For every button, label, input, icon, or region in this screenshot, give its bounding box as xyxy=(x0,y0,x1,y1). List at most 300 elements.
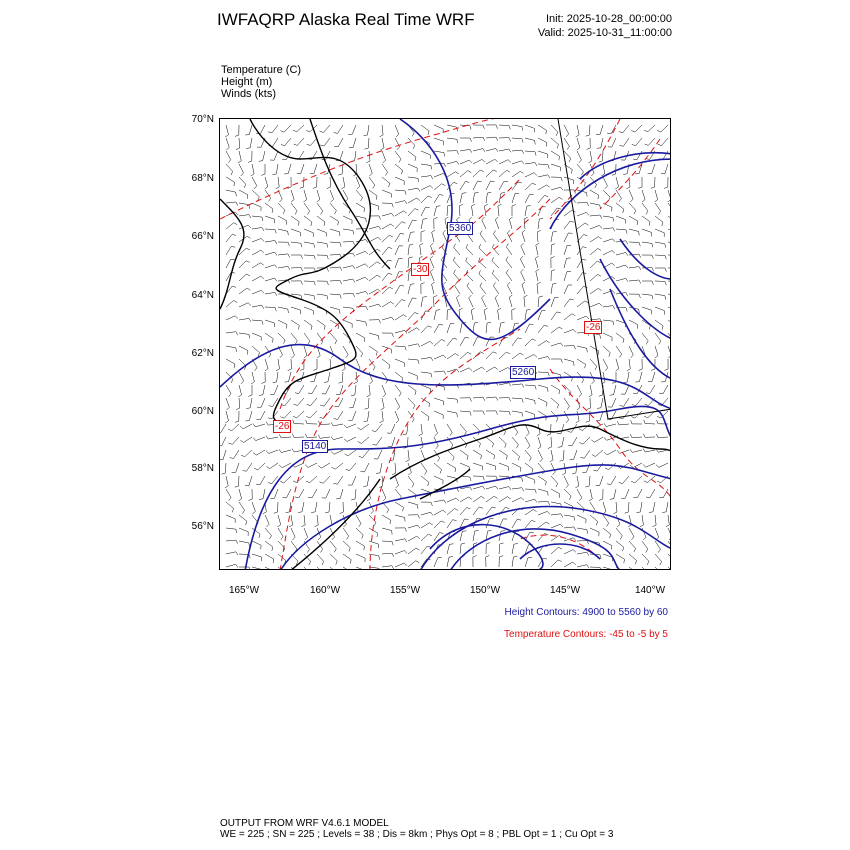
wind-barb-flag xyxy=(437,206,441,207)
wind-barb xyxy=(480,286,486,294)
wind-barb xyxy=(447,411,457,413)
wind-barb-flag xyxy=(246,148,250,149)
wind-barb-flag xyxy=(334,133,338,134)
wind-barb xyxy=(434,558,438,567)
wind-barb xyxy=(382,273,388,281)
wind-barb xyxy=(310,138,317,146)
wind-barb xyxy=(297,398,304,406)
wind-barb-flag xyxy=(449,557,453,558)
wind-barb-flag xyxy=(357,186,360,189)
wind-barb xyxy=(361,437,369,444)
wind-barb xyxy=(635,476,642,483)
wind-barb-flag xyxy=(643,449,645,452)
wind-barb-flag xyxy=(225,135,228,137)
wind-barb xyxy=(226,190,236,192)
wind-barb-flag xyxy=(610,534,611,538)
wind-barb xyxy=(304,255,314,256)
wind-barb-flag xyxy=(630,449,632,452)
wind-barb-flag xyxy=(381,148,384,150)
wind-barb-flag xyxy=(483,125,484,129)
coast-peninsula xyxy=(290,479,380,570)
wind-barb xyxy=(447,354,455,360)
wind-barb xyxy=(473,486,483,489)
wind-barb-flag xyxy=(431,502,432,506)
wind-barb-flag xyxy=(456,172,459,174)
wind-barb xyxy=(601,398,603,408)
wind-barb xyxy=(460,424,466,432)
wind-barb xyxy=(460,531,462,541)
wind-barb xyxy=(616,554,625,559)
wind-barb xyxy=(537,284,538,294)
wind-barb xyxy=(590,215,600,216)
wind-barb xyxy=(447,463,456,468)
wind-barb-flag xyxy=(656,465,659,468)
wind-barb xyxy=(564,138,569,146)
wind-barb-flag xyxy=(436,310,440,311)
wind-barb xyxy=(538,501,548,502)
wind-barb xyxy=(343,177,345,187)
wind-barb-flag xyxy=(474,322,478,323)
wind-barb xyxy=(499,450,507,456)
wind-barb-flag xyxy=(338,174,342,175)
wind-barb-flag xyxy=(548,501,550,505)
wind-barb-flag xyxy=(335,341,337,345)
wind-barb-flag xyxy=(572,314,576,316)
wind-barb-flag xyxy=(324,222,325,226)
wind-barb-flag xyxy=(591,440,594,442)
wind-barb-flag xyxy=(506,270,508,273)
wind-barb-flag xyxy=(558,547,562,549)
wind-barb xyxy=(395,190,405,191)
wind-barb xyxy=(301,372,304,382)
wind-barb-flag xyxy=(349,548,350,552)
wind-barb-flag xyxy=(448,205,452,206)
wind-barb-flag xyxy=(240,440,243,442)
wind-barb-flag xyxy=(625,512,629,513)
wind-barb xyxy=(434,195,439,204)
wind-barb-flag xyxy=(465,444,467,448)
wind-barb xyxy=(343,528,349,536)
wind-barb xyxy=(239,151,241,161)
wind-barb xyxy=(551,524,560,528)
wind-barb xyxy=(551,411,558,418)
wind-barb-flag xyxy=(468,352,472,354)
wind-barb xyxy=(564,398,570,406)
wind-barb xyxy=(629,320,638,325)
wind-barb xyxy=(551,547,558,554)
wind-barb xyxy=(239,203,249,205)
wind-barb xyxy=(512,125,522,127)
wind-barb-flag xyxy=(649,512,653,513)
wind-barb xyxy=(564,258,567,268)
wind-barb xyxy=(466,248,473,255)
wind-barb xyxy=(616,278,626,281)
wind-barb-flag xyxy=(483,137,485,141)
wind-barb xyxy=(525,463,533,469)
wind-barb-flag xyxy=(623,209,624,213)
wind-barb-flag xyxy=(501,531,505,532)
wind-barb xyxy=(302,502,304,512)
wind-barb-flag xyxy=(342,187,345,189)
wind-barb xyxy=(564,502,573,507)
wind-barb xyxy=(369,190,377,196)
wind-barb xyxy=(668,203,671,211)
wind-barb xyxy=(525,163,535,165)
wind-barb xyxy=(356,216,366,218)
wind-barb-flag xyxy=(383,160,386,163)
wind-barb-flag xyxy=(248,161,252,162)
wind-barb-flag xyxy=(547,434,551,435)
wind-barb xyxy=(335,463,343,469)
wind-barb-flag xyxy=(262,305,264,309)
wind-barb xyxy=(640,502,642,512)
wind-barb-flag xyxy=(388,247,392,248)
wind-barb xyxy=(551,560,558,567)
wind-barb xyxy=(249,411,252,421)
wind-barb-flag xyxy=(666,525,670,527)
wind-barb xyxy=(603,239,613,242)
wind-barb xyxy=(603,567,613,570)
wind-barb-flag xyxy=(320,482,324,484)
wind-barb-flag xyxy=(284,340,286,344)
wind-barb xyxy=(395,151,401,159)
wind-barb xyxy=(285,398,291,406)
wind-barb-flag xyxy=(444,153,445,157)
wind-barb-flag xyxy=(617,524,620,527)
wind-barb xyxy=(661,125,668,132)
wind-barb-flag xyxy=(389,183,390,187)
wind-barb-flag xyxy=(457,151,459,155)
wind-barb-flag xyxy=(647,561,649,565)
wind-barb xyxy=(421,297,423,307)
wind-barb xyxy=(525,206,527,216)
wind-barb xyxy=(382,224,391,229)
wind-barb-flag xyxy=(308,497,312,498)
wind-barb-flag xyxy=(521,498,524,501)
wind-barb-flag xyxy=(288,242,289,246)
wind-barb-flag xyxy=(639,267,641,271)
wind-barb xyxy=(473,507,479,515)
wind-barb-flag xyxy=(262,228,264,231)
wind-barb-flag xyxy=(617,421,619,425)
wind-barb-flag xyxy=(536,243,539,245)
wind-barb xyxy=(249,125,252,135)
wind-barb-flag xyxy=(516,445,518,449)
wind-barb-flag xyxy=(318,537,321,540)
wind-barb xyxy=(408,561,416,567)
wind-barb-flag xyxy=(559,327,562,329)
wind-barb-flag xyxy=(430,523,433,525)
wind-barb xyxy=(577,502,584,509)
wind-barb-flag xyxy=(569,158,571,162)
wind-barb-flag xyxy=(574,517,575,521)
wind-barb-flag xyxy=(295,211,297,215)
wind-barb-flag xyxy=(293,481,297,483)
wind-barb xyxy=(655,346,658,356)
wind-barb-flag xyxy=(392,553,394,557)
wind-barb xyxy=(524,297,525,307)
wind-barb-flag xyxy=(403,315,406,317)
wind-barb xyxy=(278,229,288,231)
wind-barb-flag xyxy=(413,405,415,409)
wind-barb xyxy=(278,216,287,221)
wind-barb xyxy=(551,450,553,460)
wind-barb xyxy=(226,247,231,256)
wind-barb-flag xyxy=(335,211,337,215)
wind-barb xyxy=(356,277,365,281)
wind-barb-flag xyxy=(589,161,592,163)
wind-barb xyxy=(321,463,330,468)
wind-barb-flag xyxy=(455,282,457,285)
wind-barb-flag xyxy=(665,256,666,260)
wind-barb-flag xyxy=(479,244,481,248)
wind-barb xyxy=(304,320,312,326)
wind-barb-flag xyxy=(421,231,425,232)
map-title: IWFAQRP Alaska Real Time WRF xyxy=(217,10,475,29)
wind-barb-flag xyxy=(527,446,530,449)
wind-barb xyxy=(239,515,247,521)
wind-barb-flag xyxy=(553,472,556,475)
wind-barb-flag xyxy=(366,306,368,310)
wind-barb xyxy=(252,320,262,321)
wind-barb xyxy=(408,344,418,346)
wind-barb xyxy=(408,385,416,391)
wind-barb-flag xyxy=(417,198,420,201)
wind-barb-flag xyxy=(595,185,597,189)
wind-barb-flag xyxy=(630,199,633,202)
wind-barb xyxy=(265,203,273,209)
wind-barb-flag xyxy=(457,161,459,164)
wind-barb-flag xyxy=(366,322,367,326)
wind-barb-flag xyxy=(338,325,339,329)
wind-barb-flag xyxy=(332,537,335,540)
wind-barb xyxy=(432,232,434,242)
wind-barb xyxy=(577,164,583,172)
wind-barb xyxy=(538,450,543,459)
wind-barb xyxy=(564,210,572,216)
wind-barb-flag xyxy=(418,360,419,364)
wind-barb xyxy=(512,437,518,445)
wind-barb xyxy=(391,424,395,433)
wind-barb-flag xyxy=(275,265,278,268)
wind-barb xyxy=(603,228,613,229)
wind-barb-flag xyxy=(248,395,252,396)
wind-barb xyxy=(564,476,568,485)
wind-barb xyxy=(252,263,261,268)
lat-label-68n: 68°N xyxy=(191,173,214,184)
wind-barb-flag xyxy=(231,247,235,248)
wind-barb-flag xyxy=(649,326,650,330)
wind-barb xyxy=(352,411,356,420)
wind-barb xyxy=(460,352,468,359)
wind-barb-flag xyxy=(543,558,547,559)
wind-barb-flag xyxy=(496,486,498,489)
wind-barb-flag xyxy=(309,562,311,566)
wind-barb-flag xyxy=(472,204,475,206)
wind-barb xyxy=(616,203,624,209)
wind-barb-flag xyxy=(643,537,646,540)
wind-barb xyxy=(603,216,613,218)
wind-barb-flag xyxy=(416,548,419,550)
wind-barb-flag xyxy=(240,426,243,429)
wind-barb xyxy=(525,310,527,320)
wind-barb xyxy=(642,294,652,295)
wind-barb xyxy=(304,515,305,525)
wind-barb xyxy=(317,242,327,244)
wind-barb-flag xyxy=(380,135,384,137)
wind-barb xyxy=(473,496,481,502)
wind-barb xyxy=(304,294,314,296)
wind-barb xyxy=(473,159,482,164)
wind-barb xyxy=(525,339,532,346)
wind-barb-flag xyxy=(551,257,555,259)
wind-barb xyxy=(629,567,637,570)
wind-barb-flag xyxy=(386,380,388,383)
wind-barb xyxy=(376,424,382,432)
wind-barb-flag xyxy=(545,195,549,196)
wind-barb xyxy=(395,502,403,507)
wind-barb-flag xyxy=(286,512,290,513)
wind-barb xyxy=(252,333,261,337)
wind-barb-flag xyxy=(300,369,304,370)
wind-barb xyxy=(408,489,416,495)
wind-barb xyxy=(294,424,304,425)
wind-barb xyxy=(601,138,603,148)
wind-barb-flag xyxy=(456,295,459,298)
wind-barb-flag xyxy=(652,268,654,272)
wind-barb-flag xyxy=(351,499,355,500)
wind-barb-flag xyxy=(548,357,550,360)
wind-barb-flag xyxy=(551,244,555,245)
wind-barb xyxy=(355,489,356,499)
wind-barb-flag xyxy=(652,255,653,259)
wind-barb xyxy=(263,151,265,161)
wind-barb xyxy=(420,245,421,255)
wind-barb-flag xyxy=(261,263,264,265)
wind-barb-flag xyxy=(577,148,580,150)
wind-barb-flag xyxy=(377,262,380,264)
wind-barb xyxy=(668,294,671,295)
wind-barb xyxy=(590,203,600,205)
wind-barb xyxy=(668,320,671,326)
wind-barb-flag xyxy=(521,243,524,246)
wind-barb xyxy=(564,299,570,307)
wind-barb xyxy=(278,254,288,255)
wind-barb-flag xyxy=(514,544,518,545)
wind-barb xyxy=(616,265,626,268)
wind-barb xyxy=(252,372,254,382)
wind-barb-flag xyxy=(586,316,589,319)
wind-barb xyxy=(564,285,568,294)
wind-barb xyxy=(486,496,494,502)
wind-barb-flag xyxy=(439,195,443,196)
wind-barb-flag xyxy=(592,455,596,457)
wind-barb xyxy=(512,194,515,204)
wind-barb xyxy=(473,450,482,455)
wind-barb xyxy=(625,385,629,394)
wind-barb-flag xyxy=(353,241,355,245)
wind-barb-flag xyxy=(478,181,482,182)
wind-barb xyxy=(668,216,671,222)
wind-barb-flag xyxy=(236,348,237,352)
wind-barb-flag xyxy=(253,453,256,456)
wind-barb-flag xyxy=(380,421,384,423)
wind-barb-flag xyxy=(379,216,381,220)
wind-barb-flag xyxy=(587,148,591,150)
wind-barb-flag xyxy=(532,469,533,473)
wind-barb xyxy=(460,463,469,467)
wind-barb xyxy=(590,261,597,268)
wind-barb xyxy=(434,411,443,415)
wind-barb xyxy=(495,220,499,229)
valid-time: Valid: 2025-10-31_11:00:00 xyxy=(537,27,672,39)
wind-barb xyxy=(590,288,598,294)
wind-barb xyxy=(658,450,668,452)
wind-barb xyxy=(382,138,384,148)
wind-barb xyxy=(590,515,598,522)
wind-barb-flag xyxy=(417,536,420,539)
wind-barb-flag xyxy=(559,197,562,199)
wind-barb-flag xyxy=(376,352,377,356)
wind-barb-flag xyxy=(443,282,446,285)
wind-barb-flag xyxy=(607,133,611,134)
wind-barb xyxy=(310,411,317,418)
wind-barb-flag xyxy=(561,177,562,181)
wind-barb xyxy=(551,138,559,145)
wind-barb xyxy=(648,125,655,132)
lon-label-150w: 150°W xyxy=(469,585,501,596)
wind-barb xyxy=(536,271,538,281)
wind-barb xyxy=(278,528,283,537)
wind-barb-flag xyxy=(500,543,504,544)
wind-barb-flag xyxy=(558,447,562,448)
wind-barb xyxy=(512,138,522,139)
wind-barb-flag xyxy=(401,170,402,174)
wind-barb xyxy=(538,164,548,165)
temperature-contours-note: Temperature Contours: -45 to -5 by 5 xyxy=(504,629,668,640)
wind-barb-flag xyxy=(241,381,244,384)
wind-barb-flag xyxy=(372,431,376,432)
wind-barb-flag xyxy=(633,159,637,160)
wind-barb xyxy=(232,437,239,444)
wind-barb-flag xyxy=(315,525,319,527)
wind-barb-flag xyxy=(406,460,410,462)
wind-barb-flag xyxy=(302,525,306,527)
wind-barb-flag xyxy=(367,395,371,397)
wind-barb-flag xyxy=(507,170,511,172)
wind-barb xyxy=(408,245,409,255)
wind-barb-flag xyxy=(235,135,239,136)
wind-barb xyxy=(577,528,587,530)
wind-barb xyxy=(234,450,239,458)
wind-barb xyxy=(525,324,529,333)
wind-barb-flag xyxy=(522,150,524,154)
wind-barb-flag xyxy=(634,549,636,553)
wind-barb xyxy=(408,359,418,360)
wind-barb xyxy=(590,372,594,381)
wind-barb xyxy=(256,437,265,441)
wind-barb-flag xyxy=(431,512,433,515)
wind-barb-flag xyxy=(548,447,552,449)
wind-barb xyxy=(421,151,430,155)
wind-barb-flag xyxy=(331,452,334,455)
wind-barb-flag xyxy=(655,200,658,202)
wind-barb xyxy=(317,203,323,211)
wind-barb-flag xyxy=(235,421,239,422)
wind-barb-flag xyxy=(306,130,310,132)
wind-barb xyxy=(642,190,645,200)
wind-barb xyxy=(564,177,574,180)
